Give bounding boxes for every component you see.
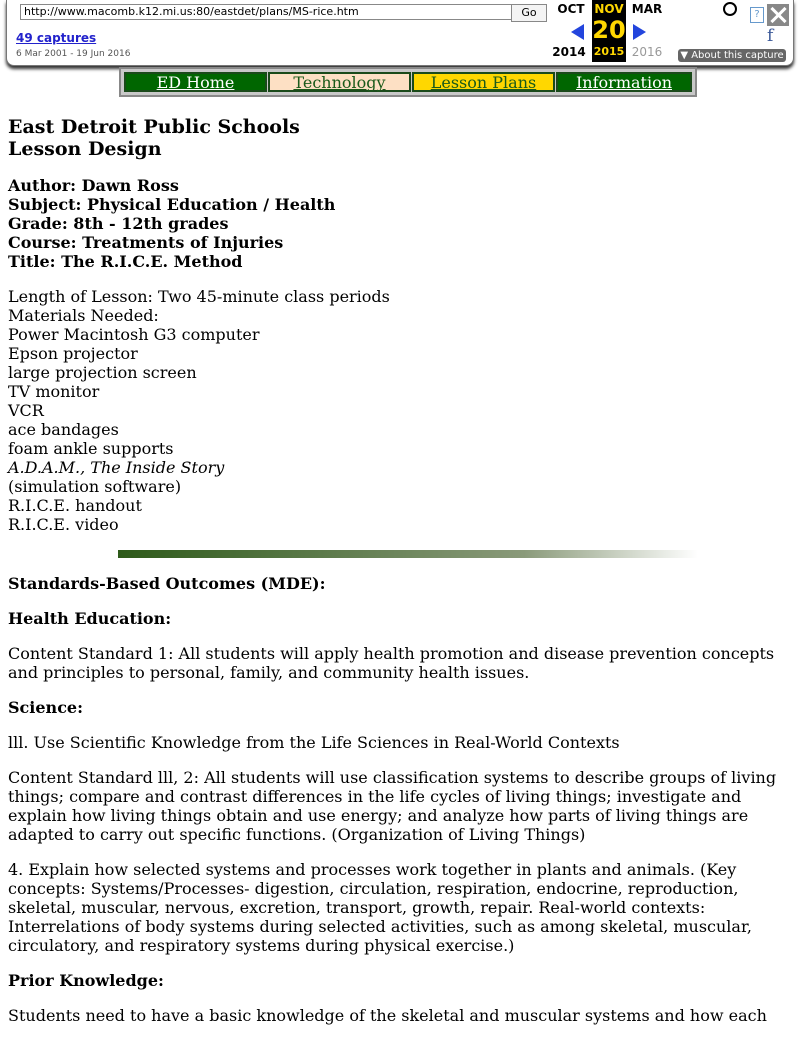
lesson-meta [8, 176, 800, 271]
list-item: R.I.C.E. video [8, 515, 119, 534]
materials-label: Materials Needed: [8, 306, 159, 325]
science-standard-2: Content Standard lll, 2: All students will use classification systems to describe groups of living things; compare and contrast differences in the life cycles of living things; investigate and explain how living things obtain and use energy; and analyze how parts of living things are adapted to carry out specific functions. (Organization of Living Things) [8, 768, 777, 844]
prev-year[interactable]: 2014 [552, 45, 586, 59]
facebook-icon[interactable]: f [767, 26, 774, 46]
list-item: large projection screen [8, 363, 197, 382]
help-icon[interactable]: ? [750, 7, 764, 23]
divider [118, 550, 698, 558]
standards-heading: Standards-Based Outcomes (MDE): [8, 574, 326, 593]
current-year: 2015 [593, 45, 625, 58]
health-heading: Health Education: [8, 609, 172, 628]
prev-capture-arrow-icon[interactable] [571, 24, 584, 40]
page-content [8, 116, 800, 1041]
list-item: ace bandages [8, 420, 119, 439]
lesson-length: Length of Lesson: Two 45-minute class periods [8, 287, 390, 306]
list-item: foam ankle supports [8, 439, 174, 458]
next-year[interactable]: 2016 [631, 45, 663, 59]
wayback-toolbar [6, 0, 794, 66]
next-capture-arrow-icon[interactable] [633, 24, 646, 40]
prior-knowledge-heading: Prior Knowledge: [8, 971, 164, 990]
software-name: A.D.A.M., The Inside Story [8, 458, 225, 477]
capture-range: 6 Mar 2001 - 19 Jun 2016 [16, 49, 131, 59]
nav-technology[interactable]: Technology [268, 72, 411, 92]
next-month[interactable]: MAR [631, 2, 663, 16]
health-standard: Content Standard 1: All students will apply health promotion and disease prevention concepts and principles to personal, family, and community health issues. [8, 644, 775, 682]
materials-list [8, 287, 800, 534]
captures-link[interactable]: 49 captures [16, 31, 97, 45]
list-item: Epson projector [8, 344, 138, 363]
nav-ed-home[interactable]: ED Home [124, 72, 267, 92]
prev-month[interactable]: OCT [557, 2, 585, 16]
go-button[interactable]: Go [511, 4, 547, 22]
page-title: East Detroit Public Schools Lesson Design [8, 116, 300, 160]
subject: Subject: Physical Education / Health [8, 195, 336, 214]
list-item: VCR [8, 401, 44, 420]
prior-knowledge-text: Students need to have a basic knowledge of the skeletal and muscular systems and how each [8, 1006, 767, 1025]
science-heading: Science: [8, 698, 84, 717]
grade: Grade: 8th - 12th grades [8, 214, 229, 233]
science-standard-4: 4. Explain how selected systems and processes work together in plants and animals. (Key concepts: Systems/Processes- digestion, circulation, respiration, endocrine, reproduction, skeletal, muscular, nervous, excretion, transport, growth, repair. Real-world contexts: Interrelations of body systems during selected activities, such as among skeletal, muscular, circulatory, and respiratory systems during physical exercise.) [8, 860, 752, 955]
close-icon[interactable] [767, 4, 789, 26]
software-note: (simulation software) [8, 477, 182, 496]
lesson-title: Title: The R.I.C.E. Method [8, 252, 243, 271]
site-nav [119, 67, 697, 97]
url-input[interactable]: http://www.macomb.k12.mi.us:80/eastdet/plans/MS-rice.htm [20, 4, 512, 20]
current-month: NOV [594, 2, 624, 16]
list-item: TV monitor [8, 382, 100, 401]
nav-information[interactable]: Information [556, 72, 692, 92]
current-day: 20 [592, 16, 626, 44]
author: Author: Dawn Ross [8, 176, 179, 195]
loading-circle-icon [723, 2, 737, 16]
science-standard-title: lll. Use Scientific Knowledge from the Life Sciences in Real-World Contexts [8, 733, 620, 752]
nav-lesson-plans[interactable]: Lesson Plans [412, 72, 555, 92]
course: Course: Treatments of Injuries [8, 233, 284, 252]
about-capture-button[interactable]: ▼ About this capture [678, 49, 786, 62]
list-item: Power Macintosh G3 computer [8, 325, 260, 344]
list-item: R.I.C.E. handout [8, 496, 142, 515]
